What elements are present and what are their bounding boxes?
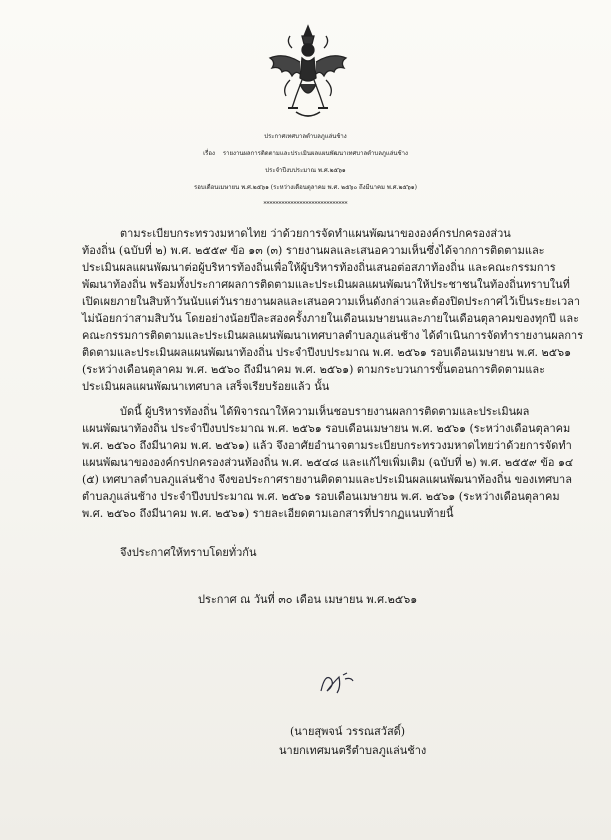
subject-text: รายงานผลการติดตามและประเมินผลแผนพัฒนาเทศบาลตำบลภูแล่นช้าง	[222, 150, 408, 157]
subject-label: เรื่อง	[203, 150, 215, 157]
announcement-date: ประกาศ ณ วันที่ ๓๐ เดือน เมษายน พ.ศ.๒๕๖๑	[198, 593, 418, 606]
paragraph-line: ประเมินผลแผนพัฒนาเทศบาล เสร็จเรียบร้อยแล้ว นั้น	[82, 380, 330, 393]
signatory-title: นายกเทศมนตรีตำบลภูแล่นช้าง	[279, 744, 427, 757]
garuda-emblem-icon	[262, 22, 354, 122]
report-period: รอบเดือนเมษายน พ.ศ.๒๕๖๑ (ระหว่างเดือนตุลาคม พ.ศ. ๒๕๖๐ ถึงมีนาคม พ.ศ.๒๕๖๑)	[194, 184, 417, 191]
paragraph-line: ตำบลภูแล่นช้าง ประจำปีงบประมาณ พ.ศ. ๒๕๖๑ รอบเดือนเมษายน พ.ศ. ๒๕๖๑ (ระหว่างเดือนตุลาคม	[82, 490, 560, 503]
closing-statement: จึงประกาศให้ทราบโดยทั่วกัน	[120, 546, 257, 559]
separator-stars: ****************************	[263, 201, 348, 208]
signatory-name: (นายสุพจน์ วรรณสวัสดิ์)	[290, 725, 406, 738]
paragraph-line: (ระหว่างเดือนตุลาคม พ.ศ. ๒๕๖๐ ถึงมีนาคม พ.ศ. ๒๕๖๑) ตามกระบวนการขั้นตอนการติดตามและ	[82, 363, 546, 376]
paragraph-line: แผนพัฒนาขององค์กรปกครองส่วนท้องถิ่น พ.ศ. ๒๕๔๘ และแก้ไขเพิ่มเติม (ฉบับที่ ๒) พ.ศ. ๒๕๕๙ ข้อ ๑๔	[82, 456, 574, 469]
paragraph-line: พ.ศ. ๒๕๖๐ ถึงมีนาคม พ.ศ. ๒๕๖๑) รายละเอียดตามเอกสารที่ปรากฏแนบท้ายนี้	[82, 507, 454, 520]
fiscal-year: ประจำปีงบประมาณ พ.ศ.๒๕๖๑	[265, 167, 346, 174]
paragraph-line: ไม่น้อยกว่าสามสิบวัน โดยอย่างน้อยปีละสองครั้งภายในเดือนเมษายนและภายในเดือนตุลาคมของทุกปี และ	[82, 312, 580, 325]
paragraph-line: ตามระเบียบกระทรวงมหาดไทย ว่าด้วยการจัดทำแผนพัฒนาขององค์กรปกครองส่วน	[120, 227, 511, 240]
paragraph-line: แผนพัฒนาท้องถิ่น ประจำปีงบประมาณ พ.ศ. ๒๕๖๑ รอบเดือนเมษายน พ.ศ. ๒๕๖๑ (ระหว่างเดือนตุลาคม	[82, 422, 571, 435]
paragraph-line: ติดตามและประเมินผลแผนพัฒนาท้องถิ่น ประจำปีงบประมาณ พ.ศ. ๒๕๖๑ รอบเดือนเมษายน พ.ศ. ๒๕๖๑	[82, 346, 572, 359]
paragraph-line: ท้องถิ่น (ฉบับที่ ๒) พ.ศ. ๒๕๕๙ ข้อ ๑๓ (๓) รายงานผลและเสนอความเห็นซึ่งได้จากการติดตามและ	[82, 244, 545, 257]
office-title: ประกาศเทศบาลตำบลภูแล่นช้าง	[264, 133, 347, 140]
subject-line	[0, 146, 611, 162]
paragraph-line: คณะกรรมการติดตามและประเมินผลแผนพัฒนาเทศบาลตำบลภูแล่นช้าง ได้ดำเนินการจัดทำรายงานผลการ	[82, 329, 584, 342]
paragraph-line: พ.ศ. ๒๕๖๐ ถึงมีนาคม พ.ศ. ๒๕๖๑) แล้ว จึงอาศัยอำนาจตามระเบียบกระทรวงมหาดไทยว่าด้วยการจัดทำ	[82, 439, 572, 452]
paragraph-line: เปิดเผยภายในสิบห้าวันนับแต่วันรายงานผลและเสนอความเห็นดังกล่าวและต้องปิดประกาศไว้เป็นระยะเวลา	[82, 295, 581, 308]
paragraph-line: พัฒนาท้องถิ่น พร้อมทั้งประกาศผลการติดตามและประเมินผลแผนพัฒนาให้ประชาชนในท้องถิ่นทราบในที่	[82, 278, 570, 291]
paragraph-line: ประเมินผลแผนพัฒนาต่อผู้บริหารท้องถิ่นเพื่อให้ผู้บริหารท้องถิ่นเสนอต่อสภาท้องถิ่น และคณะกรรมการ	[82, 261, 556, 274]
paragraph-line: (๕) เทศบาลตำบลภูแล่นช้าง จึงขอประกาศรายงานติดตามและประเมินผลแผนพัฒนาท้องถิ่น ของเทศบาล	[82, 473, 572, 486]
paragraph-line: บัดนี้ ผู้บริหารท้องถิ่น ได้พิจารณาให้ความเห็นชอบรายงานผลการติดตามและประเมินผล	[120, 405, 530, 418]
signature-icon	[317, 669, 357, 697]
